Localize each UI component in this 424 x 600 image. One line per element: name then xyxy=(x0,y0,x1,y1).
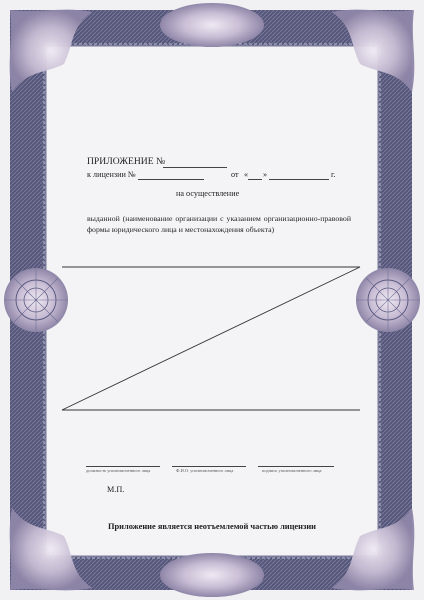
date-quote-close: » xyxy=(263,170,268,179)
right-medallion xyxy=(356,268,420,332)
name-signature-line[interactable] xyxy=(172,465,246,467)
stamp-label: М.П. xyxy=(107,485,125,494)
issued-description: выданной (наименование организации с указанием организационно-правовой формы юридического лица и местонахождения объекта) xyxy=(87,214,351,234)
signature-line[interactable] xyxy=(258,465,334,467)
name-caption: Ф.И.О. уполномоченного лица xyxy=(176,468,234,473)
date-from-label: от xyxy=(231,170,239,179)
appendix-number-field[interactable] xyxy=(163,157,227,168)
position-caption: должность уполномоченного лица xyxy=(86,468,151,473)
license-number-field[interactable] xyxy=(138,170,204,180)
appendix-label: ПРИЛОЖЕНИЕ № xyxy=(87,156,166,167)
activity-label: на осуществление xyxy=(176,189,240,198)
date-day-field[interactable] xyxy=(248,170,262,180)
license-label: к лицензии № xyxy=(87,170,136,179)
signature-caption: подпись уполномоченного лица xyxy=(262,468,322,473)
date-month-field[interactable] xyxy=(269,170,329,180)
position-signature-line[interactable] xyxy=(86,465,160,467)
year-suffix: г. xyxy=(331,170,336,179)
footer-note: Приложение является неотъемлемой частью лицензии xyxy=(108,522,316,531)
date-quote-open: « xyxy=(244,170,249,179)
left-medallion xyxy=(4,268,68,332)
